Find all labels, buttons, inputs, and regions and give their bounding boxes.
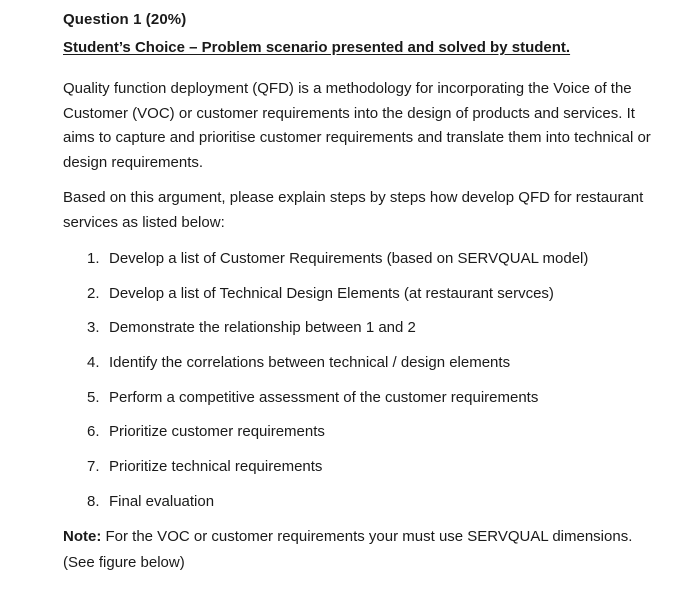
step-number: 7. — [87, 458, 100, 476]
question-title: Question 1 (20%) — [63, 11, 187, 28]
step-number: 2. — [87, 284, 100, 302]
instruction-paragraph: Based on this argument, please explain steps by steps how develop QFD for restaurant services as listed below: — [63, 189, 644, 231]
list-item — [87, 386, 588, 421]
step-number: 5. — [87, 388, 100, 406]
list-item — [87, 455, 588, 490]
step-text: Prioritize customer requirements — [109, 423, 325, 441]
list-item — [87, 247, 588, 282]
note-paragraph — [63, 524, 663, 575]
step-text: Develop a list of Technical Design Elements (at restaurant servces) — [109, 284, 554, 302]
note-label: Note: — [63, 528, 102, 545]
step-number: 6. — [87, 423, 100, 441]
step-text: Develop a list of Customer Requirements (based on SERVQUAL model) — [109, 250, 589, 267]
step-text: Prioritize technical requirements — [109, 458, 323, 476]
note-text: For the VOC or customer requirements your must use SERVQUAL dimensions. (See figure below) — [63, 528, 633, 571]
list-item — [87, 316, 588, 351]
step-number: 3. — [87, 319, 100, 337]
question-subtitle: Student’s Choice – Problem scenario presented and solved by student. — [63, 39, 571, 56]
step-number: 1. — [87, 250, 100, 267]
intro-paragraph: Quality function deployment (QFD) is a methodology for incorporating the Voice of the Customer (VOC) or customer requirements into the design of products and services. It aims to capture and prioritise customer requirements and translate them into technical or design requirements. — [63, 80, 651, 171]
steps-list — [87, 247, 588, 525]
step-text: Identify the correlations between technical / design elements — [109, 354, 511, 372]
list-item — [87, 282, 588, 317]
list-item — [87, 420, 588, 455]
step-text: Final evaluation — [109, 492, 215, 510]
step-number: 4. — [87, 354, 100, 372]
list-item — [87, 490, 588, 525]
step-text: Demonstrate the relationship between 1 and 2 — [109, 319, 416, 337]
step-number: 8. — [87, 492, 100, 510]
step-text: Perform a competitive assessment of the customer requirements — [109, 388, 539, 406]
list-item — [87, 351, 588, 386]
